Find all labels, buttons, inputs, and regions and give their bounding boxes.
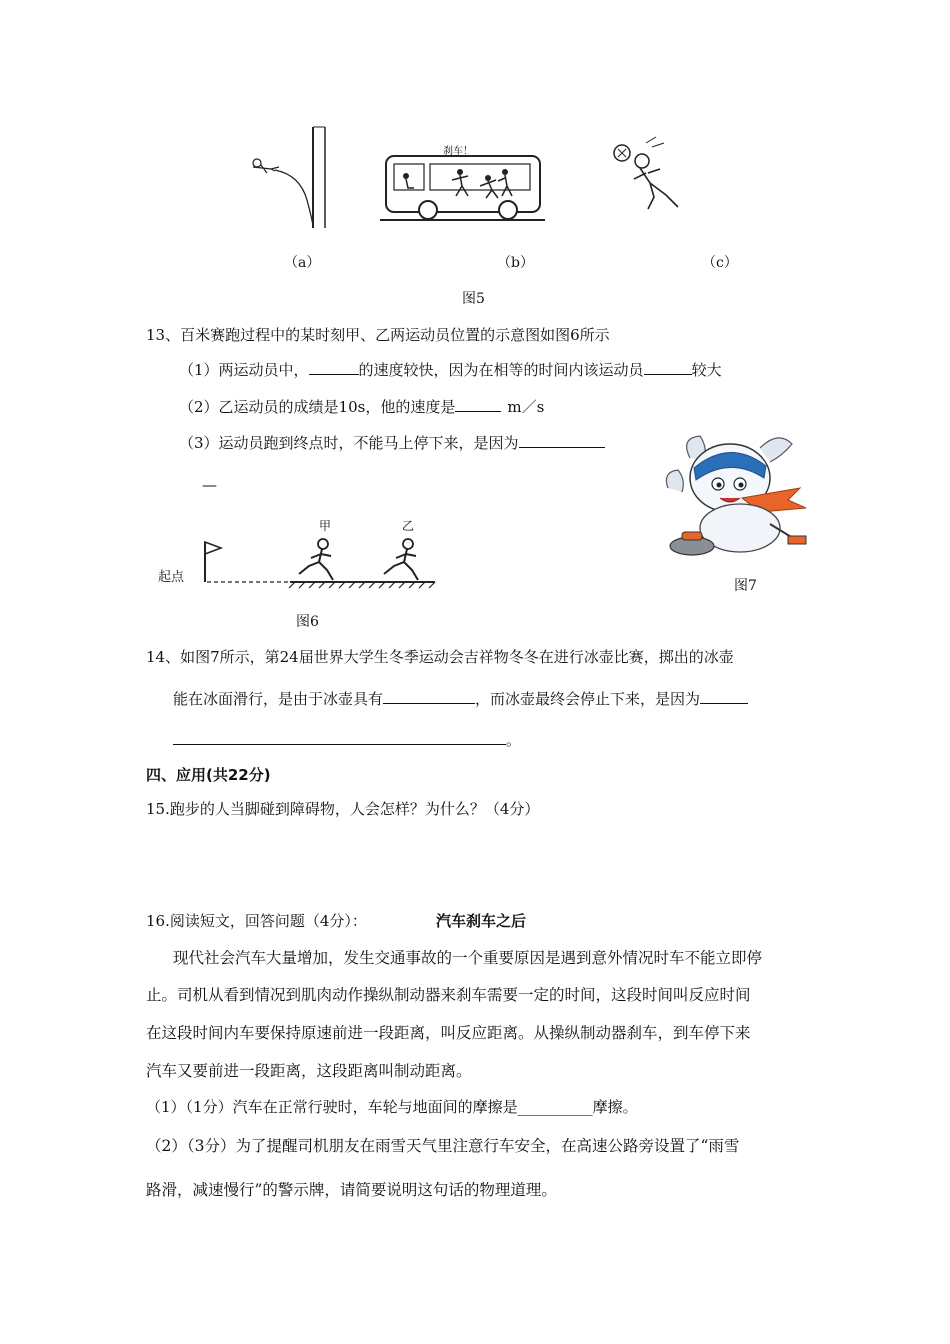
q14-line2 xyxy=(173,688,748,709)
figure7-caption: 图7 xyxy=(734,578,757,594)
q16-sub2-line2: 路滑，减速慢行”的警示牌，请简要说明这句话的物理道理。 xyxy=(146,1181,557,1199)
q14-blank-2[interactable] xyxy=(700,689,748,704)
q16-sub1-text-b: 摩擦。 xyxy=(592,1098,638,1116)
q13-part1-text-b: 的速度较快，因为在相等的时间内该运动员 xyxy=(358,361,644,379)
q14-text-b: ，而冰壶最终会停止下来，是因为 xyxy=(475,690,701,708)
q14-blank-1[interactable] xyxy=(383,689,475,704)
q14-line1: 14、如图7所示，第24届世界大学生冬季运动会吉祥物冬冬在进行冰壶比赛，掷出的冰壶 xyxy=(146,648,734,666)
figure6-start-label: 起点 xyxy=(158,570,185,585)
q16-sub1 xyxy=(146,1096,638,1117)
figure5-label-a: （a） xyxy=(284,255,321,271)
q13-part2 xyxy=(179,396,544,417)
figure5-panel-c-soccer-player xyxy=(610,135,690,215)
q13-part3-text: （3）运动员跑到终点时，不能马上停下来，是因为 xyxy=(179,434,519,452)
q16-sub1-text-a: （1）（1分）汽车在正常行驶时，车轮与地面间的摩擦是 xyxy=(146,1098,518,1116)
figure5-label-b: （b） xyxy=(497,255,534,271)
bus-sign-text: 刹车！ xyxy=(443,146,473,157)
figure5-label-c: （c） xyxy=(702,255,738,271)
figure7-mascot-illustration xyxy=(660,428,810,568)
q15-text: 15.跑步的人当脚碰到障碍物，人会怎样？为什么？（4分） xyxy=(146,800,540,818)
q16-para-line3: 在这段时间内车要保持原速前进一段距离，叫反应距离。从操纵制动器刹车，到车停下来 xyxy=(146,1024,751,1042)
q16-para-line2: 止。司机从看到情况到肌肉动作操纵制动器来刹车需要一定的时间，这段时间叫反应时间 xyxy=(146,986,751,1004)
q13-part3-continuation: — xyxy=(202,476,217,494)
q13-part3 xyxy=(179,432,605,453)
q13-part2-blank[interactable] xyxy=(455,397,501,412)
figure6-runner-a-label: 甲 xyxy=(319,519,332,533)
q13-part1 xyxy=(179,359,722,380)
q14-line3 xyxy=(173,729,521,750)
q13-part1-text-a: （1）两运动员中， xyxy=(179,361,309,379)
q13-part3-blank[interactable] xyxy=(519,433,605,448)
figure6-caption: 图6 xyxy=(296,614,319,630)
figure6-race-diagram xyxy=(195,530,445,590)
section4-heading: 四、应用(共22分) xyxy=(146,766,271,784)
q13-part1-blank-2[interactable] xyxy=(644,360,692,375)
figure5-caption: 图5 xyxy=(462,291,485,307)
q16-sub2-line1: （2）（3分）为了提醒司机朋友在雨雪天气里注意行车安全，在高速公路旁设置了“雨雪 xyxy=(146,1137,740,1155)
figure6-runner-b-label: 乙 xyxy=(402,519,415,533)
q13-part2-text-a: （2）乙运动员的成绩是10s，他的速度是 xyxy=(179,398,456,416)
q16-para-line4: 汽车又要前进一段距离，这段距离叫制动距离。 xyxy=(146,1062,472,1080)
q13-stem: 13、百米赛跑过程中的某时刻甲、乙两运动员位置的示意图如图6所示 xyxy=(146,326,610,344)
q14-text-a: 能在冰面滑行，是由于冰壶具有 xyxy=(173,690,384,708)
q16-stem: 16.阅读短文，回答问题（4分）： xyxy=(146,912,367,930)
q13-part2-unit: m／s xyxy=(507,398,545,416)
q14-line3-end: 。 xyxy=(506,731,522,749)
q14-blank-3[interactable] xyxy=(173,730,506,745)
q16-article-title: 汽车刹车之后 xyxy=(436,912,527,930)
q13-part1-text-c: 较大 xyxy=(691,361,722,379)
figure5-panel-a-illustration xyxy=(245,125,335,230)
q13-part1-blank-1[interactable] xyxy=(309,360,359,375)
q16-sub1-blank[interactable]: __________ xyxy=(517,1098,593,1116)
q16-para-line1: 现代社会汽车大量增加，发生交通事故的一个重要原因是遇到意外情况时车不能立即停 xyxy=(173,949,763,967)
